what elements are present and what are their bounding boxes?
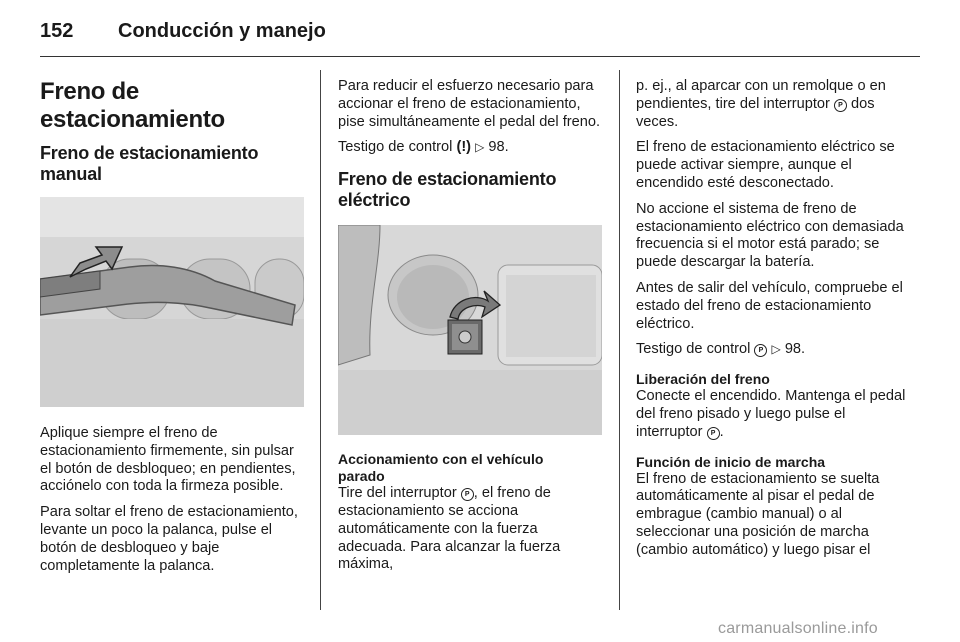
reduce-effort-text: Para reducir el esfuerzo necesario para accionar el freno de estacionamiento, pise simultáneamente el pedal del freno. — [338, 78, 601, 130]
pull-switch-text — [338, 485, 602, 574]
brake-warning-icon: (!) — [456, 139, 472, 156]
pull-switch-text-b: , el freno de estacionamiento se acciona automáticamente con la fuerza adecuada. Para alcanzar la fuerza máxima, — [338, 485, 561, 573]
drive-away-text: El freno de estacionamiento se suelta automáticamente al pisar el pedal de embrague (cambio manual) o al seleccionar una posición de marcha (cambio automático) y luego pisar el — [636, 470, 880, 558]
chapter-title: Conducción y manejo — [118, 20, 326, 42]
always-activate-text: El freno de estacionamiento eléctrico se puede activar siempre, aunque el encendido esté desconectado. — [636, 139, 895, 191]
watermark: carmanualsonline.info — [718, 620, 878, 637]
column-divider-1 — [320, 70, 321, 610]
release-brake-text: Para soltar el freno de estacionamiento, levante un poco la palanca, pulse el botón de desbloqueo y baje completamente la palanca. — [40, 504, 298, 574]
pull-switch-text-a: Tire del interruptor — [338, 485, 457, 502]
page-ref-number-2: 98. — [784, 341, 806, 358]
column-divider-2 — [619, 70, 620, 610]
parking-brake-p-icon: P — [707, 427, 720, 440]
release-procedure-text — [636, 388, 908, 441]
handbrake-illustration — [40, 197, 304, 407]
section-title: Freno de estacionamiento — [40, 78, 225, 133]
parking-brake-p-icon: P — [461, 488, 474, 501]
page-ref-icon: ▷ — [771, 342, 781, 357]
parking-brake-p-icon: P — [834, 99, 847, 112]
column-1 — [40, 78, 308, 583]
column-2 — [338, 78, 602, 582]
page-ref-icon: ▷ — [475, 140, 485, 155]
electric-brake-heading: Freno de estacionamiento eléctrico — [338, 169, 557, 211]
page-number: 152 — [40, 20, 74, 42]
warning-light-ref-2 — [636, 341, 908, 359]
brake-release-heading: Liberación del freno — [636, 371, 770, 388]
stationary-operation-heading: Accionamiento con el vehículo parado — [338, 451, 544, 485]
warning-light-ref — [338, 139, 602, 157]
page-header — [40, 18, 920, 57]
electric-brake-illustration — [338, 225, 602, 435]
release-procedure-text-a: Conecte el encendido. Mantenga el pedal del freno pisado y luego pulse el interruptor — [636, 388, 906, 440]
column-3 — [636, 78, 908, 568]
warning-light-label: Testigo de control — [338, 139, 453, 156]
page-ref-number: 98. — [488, 139, 509, 156]
trailer-text-a: p. ej., al aparcar con un remolque o en pendientes, tire del interruptor — [636, 78, 886, 112]
trailer-text-b: dos veces. — [636, 95, 875, 130]
parking-brake-p-icon: P — [754, 344, 767, 357]
electric-brake-figure — [338, 225, 602, 435]
trailer-text — [636, 78, 908, 131]
release-procedure-text-b: . — [719, 423, 724, 440]
manual-brake-heading: Freno de estacionamiento manual — [40, 143, 259, 184]
battery-warning-text: No accione el sistema de freno de estacionamiento eléctrico con demasiada frecuencia si el motor está parado; se puede descargar la batería. — [636, 200, 904, 271]
warning-light-label-2: Testigo de control — [636, 341, 751, 358]
apply-brake-text: Aplique siempre el freno de estacionamiento firmemente, sin pulsar el botón de desbloqueo; en pendientes, acciónelo con toda la firmeza posible. — [40, 425, 296, 495]
manual-handbrake-figure — [40, 197, 304, 407]
check-status-text: Antes de salir del vehículo, compruebe el estado del freno de estacionamiento eléctrico. — [636, 279, 903, 332]
drive-away-heading: Función de inicio de marcha — [636, 453, 826, 470]
